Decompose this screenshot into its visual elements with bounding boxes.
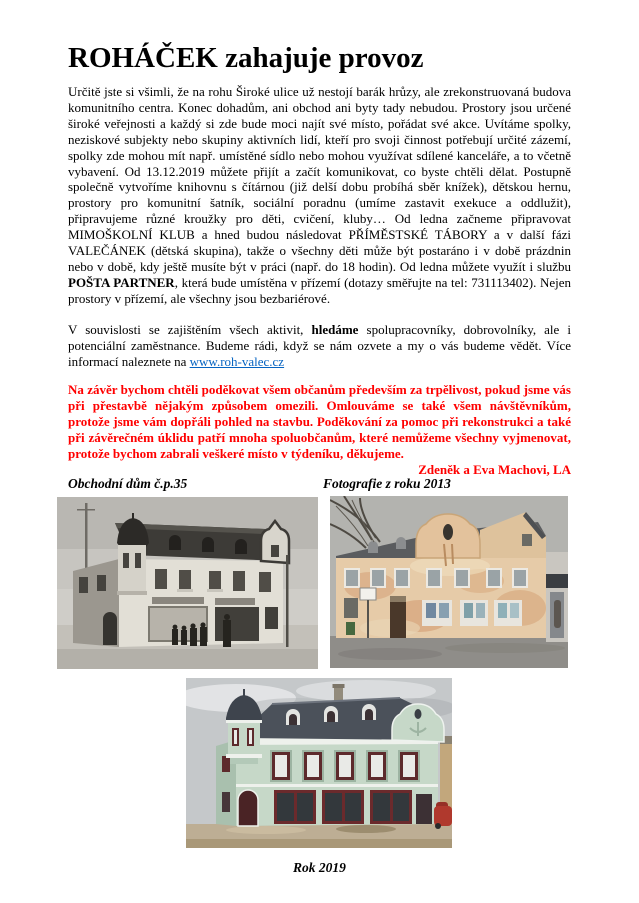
intro-paragraph <box>68 84 571 307</box>
caption-2013-photo: Fotografie z roku 2013 <box>323 476 451 491</box>
text-run: , která bude umístěna v přízemí (dotazy směřujte na tel: 731113402). Nejen prostory v přízemí, ale všechny jsou bezbariérové. <box>68 274 571 306</box>
text-run: hledáme <box>311 321 359 337</box>
caption-historic-photo: Obchodní dům č.p.35 <box>68 476 188 491</box>
recruiting-paragraph <box>68 322 571 370</box>
historic-building-image <box>57 497 318 669</box>
text-run: V souvislosti se zajištěním všech aktivit, <box>68 321 312 337</box>
building-2019-image <box>186 678 452 848</box>
photo-2013 <box>330 496 568 668</box>
thanks-paragraph <box>68 382 571 462</box>
text-run: spolupracovníky, dobrovolníky, ale i potenciální zaměstnance. Budeme rádi, když se nám ozvete a my o vás budeme vědět. Více informací naleznete na <box>68 321 571 369</box>
photo-historic <box>57 497 318 669</box>
signature-line: Zdeněk a Eva Machovi, LA <box>418 461 571 477</box>
article-body <box>68 0 571 478</box>
article-title: ROHÁČEK zahajuje provoz <box>68 42 424 74</box>
text-run: POŠTA PARTNER <box>68 274 175 290</box>
text-run: Určitě jste si všimli, že na rohu Široké ulice už nestojí barák hrůzy, ale zrekonstruovaná budova komunitního centra. Konec dohadům, ani obchod ani byty tady nebudou. Prostory jsou určené široké veřejnosti a každý si zde bude moci najít své místo, pořádat své akce. Uvítáme spolky, neziskové subjekty nebo skupiny aktivních lidí, kteří pro svoji činnost potřebují určité zázemí, spolky zde mohou mít např. umístěné sídlo nebo mohou využívat sdílené kanceláře, a to včetně vybavení. Od 13.12.2019 můžete přijít a začít komunikovat, co byste chtěli dělat. Postupně společně vytvoříme knihovnu s čítárnou (již delší dobu probíhá sběr knížek), dětskou hernu, prostory pro komunitní šatník, sociální poradnu (umíme zastavit exekuce a oddlužit), připravujeme různé kroužky pro děti, cvičení, kluby… Od ledna začneme připravovat MIMOŠKOLNÍ KLUB a hned budou následovat PŘÍMĚSTSKÉ TÁBORY a v další fázi VALEČÁNEK (dětská skupina), takže o všechny děti může být postaráno i v době prázdnin nebo v době, kdy ještě musíte být v práci (např. do 18 hodin). Od ledna můžete využít i službu <box>68 84 571 274</box>
building-2013-image <box>330 496 568 668</box>
text-run: Na závěr bychom chtěli poděkovat všem občanům především za trpělivost, pokud jsme vás při přestavbě nějakým způsobem omezili. Omlouváme se také všem návštěvníkům, protože jsme vám dopřáli pohled na stavbu. Poděkování za pomoc při rekonstrukci a také při závěrečném úklidu patří mnoha spoluobčanům, které nemůžeme všechny vyjmenovat, protože bychom zabrali veškeré místo v týdeníku, děkujeme. <box>68 382 571 462</box>
photo-2019 <box>186 678 452 848</box>
caption-2019-photo: Rok 2019 <box>293 860 346 875</box>
website-link[interactable]: www.roh-valec.cz <box>189 353 285 369</box>
